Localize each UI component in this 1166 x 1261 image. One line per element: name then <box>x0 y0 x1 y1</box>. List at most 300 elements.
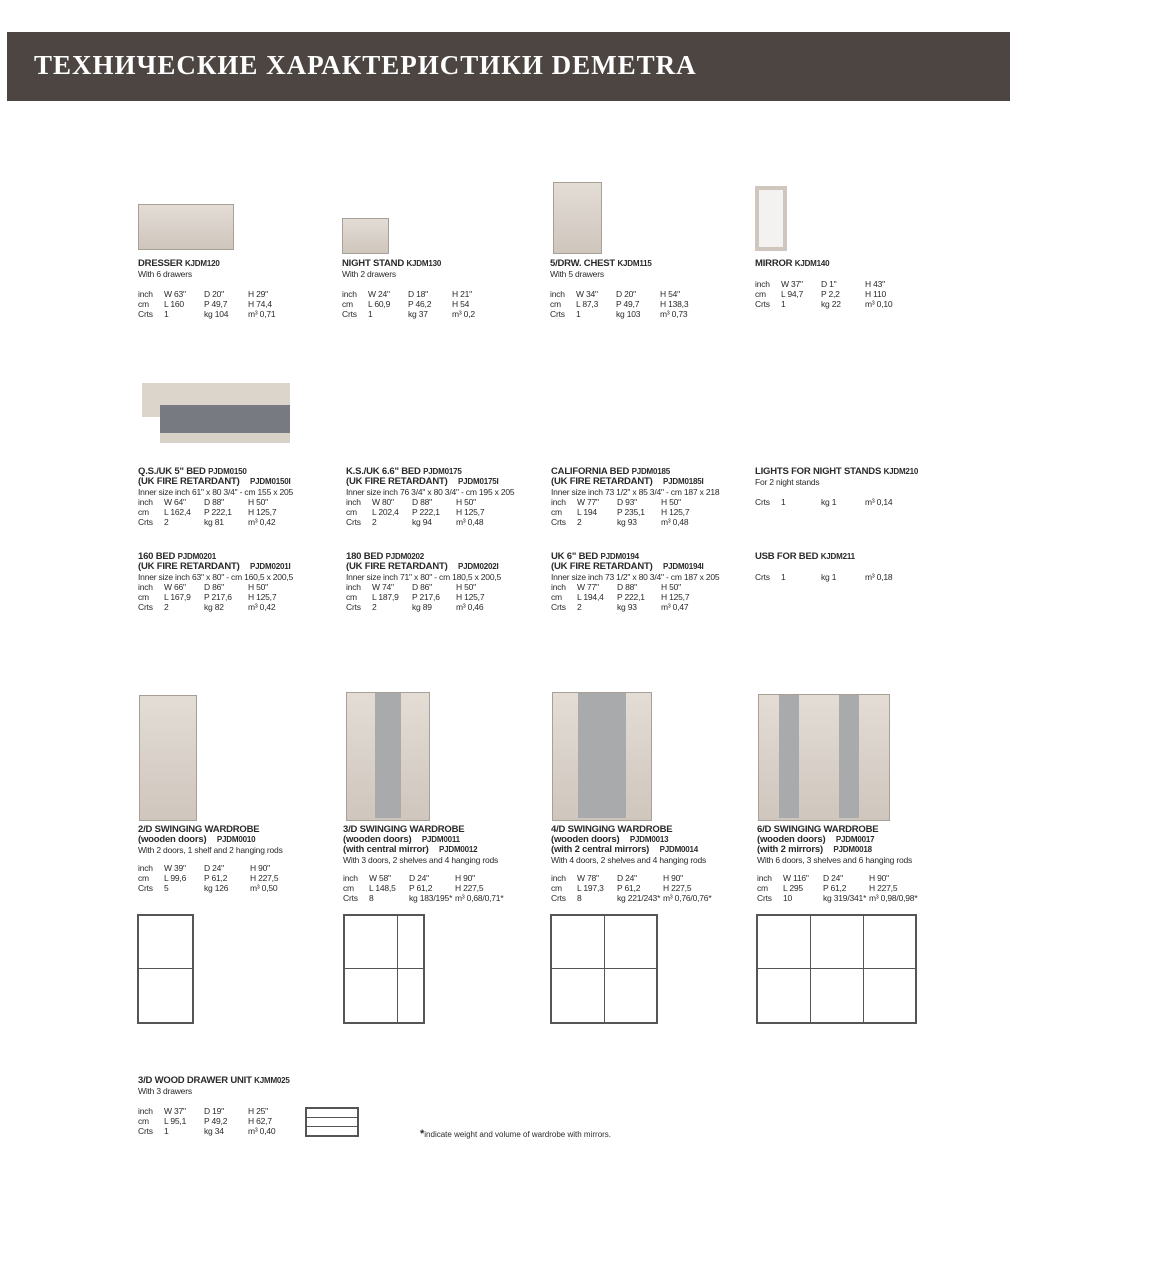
spec-cell: D 93" <box>617 497 637 507</box>
wr2-item <box>138 825 320 893</box>
spec-cell: L 99,6 <box>164 873 187 883</box>
spec-cell: H 50" <box>456 582 476 592</box>
spec-cell: L 194,4 <box>577 592 604 602</box>
item-subname: (wooden doors) <box>138 834 207 845</box>
spec-cell: m³ 0,47 <box>661 602 689 612</box>
item-code: PJDM0201 <box>177 552 217 561</box>
spec-cell: W 77" <box>577 582 599 592</box>
spec-cell: W 37" <box>781 279 803 289</box>
spec-cell: 8 <box>369 893 374 903</box>
spec-cell: H 50" <box>248 497 268 507</box>
item-code: PJDM0194 <box>600 552 639 561</box>
item-name: 4/D SWINGING WARDROBE <box>551 824 673 835</box>
spec-cell: Crts <box>138 883 153 893</box>
spec-cell: m³ 0,2 <box>452 309 475 319</box>
wardrobe-3d-image <box>346 692 430 821</box>
item-subname: (UK FIRE RETARDANT) <box>346 561 448 572</box>
spec-cell: inch <box>138 289 153 299</box>
spec-cell: cm <box>755 289 766 299</box>
spec-cell: H 227,5 <box>869 883 898 893</box>
spec-cell: Crts <box>138 517 153 527</box>
spec-cell: Crts <box>755 497 770 507</box>
spec-cell: Crts <box>138 602 153 612</box>
item-subname-2: (with 2 mirrors) <box>757 844 823 855</box>
item-name: 3/D WOOD DRAWER UNIT <box>138 1075 252 1086</box>
spec-cell: W 34" <box>576 289 598 299</box>
spec-cell: m³ 0,98/0,98* <box>869 893 918 903</box>
spec-cell: D 86" <box>412 582 432 592</box>
specs-grid <box>551 497 719 527</box>
item-name: 180 BED <box>346 551 384 562</box>
spec-cell: W 37" <box>164 1106 186 1116</box>
item-code: KJDM120 <box>184 259 220 268</box>
spec-cell: inch <box>551 873 566 883</box>
bed160-item <box>138 552 293 612</box>
spec-cell: H 50" <box>248 582 268 592</box>
item-name: MIRROR <box>755 258 793 269</box>
spec-cell: D 20" <box>204 289 224 299</box>
item-name: UK 6" BED <box>551 551 599 562</box>
specs-grid <box>346 497 514 527</box>
usb-item <box>755 552 909 582</box>
specs-grid <box>755 497 918 507</box>
spec-cell: Crts <box>551 893 566 903</box>
spec-cell: D 24" <box>204 863 224 873</box>
spec-cell: cm <box>343 883 354 893</box>
item-subname: (UK FIRE RETARDANT) <box>138 476 240 487</box>
spec-cell: inch <box>346 582 361 592</box>
spec-cell: H 29" <box>248 289 268 299</box>
spec-cell: cm <box>346 507 357 517</box>
item-code-3: PJDM0014 <box>659 845 699 854</box>
spec-cell: D 1" <box>821 279 837 289</box>
spec-cell: kg 104 <box>204 309 229 319</box>
item-code: KJDM211 <box>820 552 855 561</box>
bed-image <box>142 383 290 451</box>
item-code: KJDM140 <box>794 259 830 268</box>
spec-cell: D 88" <box>204 497 224 507</box>
chest-item <box>550 259 704 319</box>
spec-cell: H 138,3 <box>660 299 689 309</box>
specs-grid <box>342 289 496 319</box>
spec-cell: H 62,7 <box>248 1116 272 1126</box>
spec-cell: W 63" <box>164 289 186 299</box>
spec-cell: cm <box>551 883 562 893</box>
spec-cell: H 125,7 <box>456 507 485 517</box>
wardrobe-6d-scheme <box>756 914 917 1024</box>
spec-cell: m³ 0,68/0,71* <box>455 893 504 903</box>
spec-cell: P 61,2 <box>204 873 228 883</box>
item-subname: (wooden doors) <box>757 834 826 845</box>
spec-cell: L 202,4 <box>372 507 399 517</box>
item-code-2: PJDM0013 <box>629 835 669 844</box>
spec-cell: Crts <box>342 309 357 319</box>
spec-cell: inch <box>346 497 361 507</box>
cal-bed-item <box>551 467 719 527</box>
wardrobe-2d-scheme <box>137 914 194 1024</box>
spec-cell: P 222,1 <box>617 592 645 602</box>
specs-grid <box>346 582 501 612</box>
item-code: KJDM115 <box>617 259 652 268</box>
spec-cell: D 24" <box>617 873 637 883</box>
item-name: K.S./UK 6.6" BED <box>346 466 421 477</box>
spec-cell: P 217,6 <box>204 592 232 602</box>
inner-size: Inner size inch 73 1/2" x 80 3/4" - cm 187 x 205 <box>551 572 720 582</box>
spec-cell: m³ 0,40 <box>248 1126 276 1136</box>
spec-cell: kg 22 <box>821 299 841 309</box>
specs-grid <box>757 873 939 903</box>
item-name: 6/D SWINGING WARDROBE <box>757 824 879 835</box>
specs-grid <box>755 279 909 309</box>
spec-cell: W 74" <box>372 582 394 592</box>
spec-cell: 1 <box>781 299 786 309</box>
spec-cell: W 39" <box>164 863 186 873</box>
wardrobe-4d-scheme <box>550 914 658 1024</box>
spec-cell: P 49,7 <box>204 299 228 309</box>
spec-cell: L 295 <box>783 883 803 893</box>
item-code: PJDM0185 <box>631 467 671 476</box>
item-code-2: PJDM0201I <box>250 562 291 571</box>
specs-grid <box>138 289 292 319</box>
item-code: KJDM130 <box>406 259 442 268</box>
spec-cell: D 24" <box>409 873 429 883</box>
spec-cell: inch <box>343 873 358 883</box>
item-code-2: PJDM0175I <box>458 477 499 486</box>
spec-cell: kg 183/195* <box>409 893 453 903</box>
item-desc: With 5 drawers <box>550 269 604 279</box>
spec-cell: kg 37 <box>408 309 428 319</box>
spec-cell: H 125,7 <box>456 592 485 602</box>
item-desc: For 2 night stands <box>755 477 820 487</box>
specs-grid <box>343 873 525 903</box>
spec-cell: W 24" <box>368 289 390 299</box>
item-name: 2/D SWINGING WARDROBE <box>138 824 260 835</box>
spec-cell: 1 <box>164 309 169 319</box>
spec-cell: P 61,2 <box>823 883 847 893</box>
item-code: PJDM0150 <box>208 467 247 476</box>
spec-cell: D 88" <box>617 582 637 592</box>
footnote: *indicate weight and volume of wardrobe with mirrors. <box>420 1128 612 1140</box>
spec-cell: inch <box>138 863 153 873</box>
drawer-unit-item <box>138 1076 292 1136</box>
item-desc: With 4 doors, 2 shelves and 4 hanging rods <box>551 855 707 865</box>
spec-cell: D 88" <box>412 497 432 507</box>
spec-cell: Crts <box>346 517 361 527</box>
spec-cell: m³ 0,48 <box>456 517 484 527</box>
specs-grid <box>551 873 733 903</box>
spec-cell: inch <box>138 1106 153 1116</box>
spec-cell: H 227,5 <box>663 883 692 893</box>
spec-cell: H 25" <box>248 1106 268 1116</box>
spec-cell: L 162,4 <box>164 507 191 517</box>
spec-cell: m³ 0,42 <box>248 517 276 527</box>
spec-cell: Crts <box>138 1126 153 1136</box>
item-name: 5/DRW. CHEST <box>550 258 615 269</box>
spec-cell: H 125,7 <box>248 592 277 602</box>
specs-grid <box>551 582 719 612</box>
item-subname: (wooden doors) <box>343 834 412 845</box>
mirror-item <box>755 259 909 309</box>
spec-cell: H 50" <box>661 582 681 592</box>
spec-cell: 1 <box>164 1126 169 1136</box>
spec-cell: P 49,7 <box>616 299 640 309</box>
spec-cell: P 222,1 <box>412 507 440 517</box>
item-name: USB FOR BED <box>755 551 819 562</box>
spec-cell: m³ 0,14 <box>865 497 893 507</box>
wardrobe-2d-image <box>139 695 197 821</box>
spec-cell: inch <box>138 582 153 592</box>
spec-cell: m³ 0,42 <box>248 602 276 612</box>
spec-cell: H 50" <box>456 497 476 507</box>
spec-cell: W 66" <box>164 582 186 592</box>
spec-cell: H 90" <box>455 873 475 883</box>
item-code-3: PJDM0012 <box>439 845 478 854</box>
spec-cell: inch <box>757 873 772 883</box>
drawer-unit-scheme <box>305 1107 359 1137</box>
wardrobe-3d-scheme <box>343 914 425 1024</box>
spec-cell: H 227,5 <box>250 873 279 883</box>
spec-cell: m³ 0,76/0,76* <box>663 893 712 903</box>
item-code: PJDM0175 <box>423 467 462 476</box>
dresser-image <box>138 204 234 250</box>
spec-cell: inch <box>342 289 357 299</box>
spec-cell: D 19" <box>204 1106 224 1116</box>
wr4-item <box>551 825 733 903</box>
item-name: NIGHT STAND <box>342 258 405 269</box>
spec-cell: P 2,2 <box>821 289 840 299</box>
spec-cell: m³ 0,18 <box>865 572 893 582</box>
spec-cell: Crts <box>551 517 566 527</box>
spec-cell: L 148,5 <box>369 883 396 893</box>
spec-cell: Crts <box>757 893 772 903</box>
spec-cell: 2 <box>577 602 582 612</box>
spec-cell: D 86" <box>204 582 224 592</box>
wr6-item <box>757 825 939 903</box>
spec-cell: Crts <box>755 299 770 309</box>
spec-cell: L 87,3 <box>576 299 599 309</box>
spec-cell: L 60,9 <box>368 299 391 309</box>
spec-cell: kg 221/243* <box>617 893 661 903</box>
spec-cell: W 58" <box>369 873 391 883</box>
item-name: 3/D SWINGING WARDROBE <box>343 824 465 835</box>
wardrobe-4d-image <box>552 692 652 821</box>
spec-cell: kg 81 <box>204 517 224 527</box>
spec-cell: kg 82 <box>204 602 224 612</box>
spec-cell: H 74,4 <box>248 299 272 309</box>
spec-cell: 2 <box>164 517 169 527</box>
item-subname: (wooden doors) <box>551 834 620 845</box>
spec-cell: D 18" <box>408 289 428 299</box>
specs-grid <box>550 289 704 319</box>
spec-cell: L 194 <box>577 507 597 517</box>
spec-cell: 2 <box>372 602 377 612</box>
spec-cell: H 227,5 <box>455 883 484 893</box>
spec-cell: H 54" <box>660 289 680 299</box>
spec-cell: cm <box>138 1116 149 1126</box>
spec-cell: P 61,2 <box>409 883 433 893</box>
dresser-item <box>138 259 292 319</box>
spec-cell: H 50" <box>661 497 681 507</box>
item-code-2: PJDM0202I <box>458 562 499 571</box>
item-subname: (UK FIRE RETARDANT) <box>551 561 653 572</box>
spec-cell: cm <box>138 507 149 517</box>
spec-cell: cm <box>346 592 357 602</box>
specs-grid <box>138 1106 292 1136</box>
spec-cell: H 125,7 <box>248 507 277 517</box>
specs-grid <box>755 572 909 582</box>
spec-cell: H 43" <box>865 279 885 289</box>
item-code-2: PJDM0011 <box>421 835 460 844</box>
inner-size: Inner size inch 63" x 80" - cm 160,5 x 200,5 <box>138 572 294 582</box>
spec-cell: L 197,3 <box>577 883 604 893</box>
chest-image <box>553 182 602 254</box>
spec-cell: cm <box>138 592 149 602</box>
item-desc: With 2 doors, 1 shelf and 2 hanging rods <box>138 845 283 855</box>
item-desc: With 6 doors, 3 shelves and 6 hanging rods <box>757 855 913 865</box>
spec-cell: m³ 0,50 <box>250 883 278 893</box>
inner-size: Inner size inch 73 1/2" x 85 3/4" - cm 187 x 218 <box>551 487 720 497</box>
spec-cell: P 61,2 <box>617 883 641 893</box>
spec-cell: cm <box>138 873 149 883</box>
spec-cell: inch <box>138 497 153 507</box>
item-code: KJMM025 <box>254 1076 290 1085</box>
wr3-item <box>343 825 525 903</box>
item-code-3: PJDM0018 <box>833 845 872 854</box>
item-code: KJDM210 <box>883 467 919 476</box>
header-banner <box>7 32 1010 101</box>
spec-cell: Crts <box>346 602 361 612</box>
spec-cell: kg 1 <box>821 497 837 507</box>
spec-cell: kg 93 <box>617 602 637 612</box>
spec-cell: L 160 <box>164 299 184 309</box>
spec-cell: 2 <box>164 602 169 612</box>
spec-cell: H 125,7 <box>661 507 690 517</box>
spec-cell: D 24" <box>823 873 843 883</box>
spec-cell: H 110 <box>865 289 887 299</box>
spec-cell: cm <box>550 299 561 309</box>
spec-cell: inch <box>550 289 565 299</box>
night-stand-image <box>342 218 389 254</box>
spec-cell: W 116" <box>783 873 809 883</box>
spec-cell: 2 <box>577 517 582 527</box>
item-code-2: PJDM0185I <box>663 477 704 486</box>
spec-cell: H 90" <box>663 873 683 883</box>
spec-cell: W 80" <box>372 497 394 507</box>
spec-cell: cm <box>551 507 562 517</box>
spec-cell: kg 126 <box>204 883 229 893</box>
spec-cell: 5 <box>164 883 169 893</box>
spec-cell: P 49,2 <box>204 1116 228 1126</box>
spec-cell: m³ 0,10 <box>865 299 893 309</box>
specs-grid <box>138 497 293 527</box>
uk6-bed-item <box>551 552 719 612</box>
item-code-2: PJDM0150I <box>250 477 291 486</box>
item-subname-2: (with 2 central mirrors) <box>551 844 650 855</box>
spec-cell: kg 103 <box>616 309 641 319</box>
item-subname-2: (with central mirror) <box>343 844 429 855</box>
item-name: DRESSER <box>138 258 183 269</box>
spec-cell: cm <box>551 592 562 602</box>
mirror-image <box>755 186 787 251</box>
night-stand-item <box>342 259 496 319</box>
spec-cell: Crts <box>343 893 358 903</box>
spec-cell: 1 <box>781 572 786 582</box>
spec-cell: 10 <box>783 893 793 903</box>
spec-cell: 1 <box>781 497 786 507</box>
spec-cell: Crts <box>551 602 566 612</box>
spec-cell: P 222,1 <box>204 507 232 517</box>
specs-grid <box>138 863 320 893</box>
spec-cell: P 235,1 <box>617 507 645 517</box>
item-desc: With 3 doors, 2 shelves and 4 hanging rods <box>343 855 499 865</box>
spec-cell: H 21" <box>452 289 472 299</box>
spec-cell: m³ 0,46 <box>456 602 484 612</box>
spec-cell: H 125,7 <box>661 592 690 602</box>
spec-cell: Crts <box>755 572 770 582</box>
spec-cell: kg 89 <box>412 602 432 612</box>
spec-cell: W 78" <box>577 873 599 883</box>
ks-bed-item <box>346 467 514 527</box>
spec-cell: m³ 0,73 <box>660 309 688 319</box>
specs-grid <box>138 582 293 612</box>
spec-cell: D 20" <box>616 289 636 299</box>
item-code: PJDM0202 <box>385 552 425 561</box>
spec-cell: cm <box>757 883 768 893</box>
bed180-item <box>346 552 501 612</box>
spec-cell: W 77" <box>577 497 599 507</box>
spec-cell: Crts <box>138 309 153 319</box>
spec-cell: kg 319/341* <box>823 893 867 903</box>
item-name: CALIFORNIA BED <box>551 466 630 477</box>
spec-cell: kg 1 <box>821 572 837 582</box>
item-desc: With 6 drawers <box>138 269 192 279</box>
item-name: 160 BED <box>138 551 176 562</box>
lights-item <box>755 467 918 507</box>
spec-cell: W 64" <box>164 497 186 507</box>
item-name: LIGHTS FOR NIGHT STANDS <box>755 466 882 477</box>
spec-cell: P 217,6 <box>412 592 440 602</box>
item-subname: (UK FIRE RETARDANT) <box>138 561 240 572</box>
inner-size: Inner size inch 61" x 80 3/4" - cm 155 x 205 <box>138 487 294 497</box>
spec-cell: P 46,2 <box>408 299 432 309</box>
spec-cell: 1 <box>576 309 581 319</box>
spec-cell: kg 93 <box>617 517 637 527</box>
item-code-2: PJDM0194I <box>663 562 704 571</box>
spec-cell: inch <box>755 279 770 289</box>
spec-cell: cm <box>138 299 149 309</box>
item-code-2: PJDM0010 <box>216 835 256 844</box>
spec-cell: cm <box>342 299 353 309</box>
spec-cell: H 90" <box>250 863 270 873</box>
item-subname: (UK FIRE RETARDANT) <box>346 476 448 487</box>
page-title: ТЕХНИЧЕСКИЕ ХАРАКТЕРИСТИКИ DEMETRA <box>34 50 697 80</box>
spec-cell: 2 <box>372 517 377 527</box>
spec-cell: inch <box>551 582 566 592</box>
item-subname: (UK FIRE RETARDANT) <box>551 476 653 487</box>
wardrobe-6d-image <box>758 694 890 821</box>
spec-cell: L 94,7 <box>781 289 804 299</box>
spec-cell: L 167,9 <box>164 592 191 602</box>
spec-cell: 1 <box>368 309 373 319</box>
qs-bed-item <box>138 467 293 527</box>
item-desc: With 2 drawers <box>342 269 396 279</box>
spec-cell: L 95,1 <box>164 1116 187 1126</box>
item-code-2: PJDM0017 <box>835 835 875 844</box>
spec-cell: m³ 0,48 <box>661 517 689 527</box>
inner-size: Inner size inch 71" x 80" - cm 180,5 x 200,5 <box>346 572 502 582</box>
spec-cell: kg 34 <box>204 1126 224 1136</box>
spec-cell: H 90" <box>869 873 889 883</box>
